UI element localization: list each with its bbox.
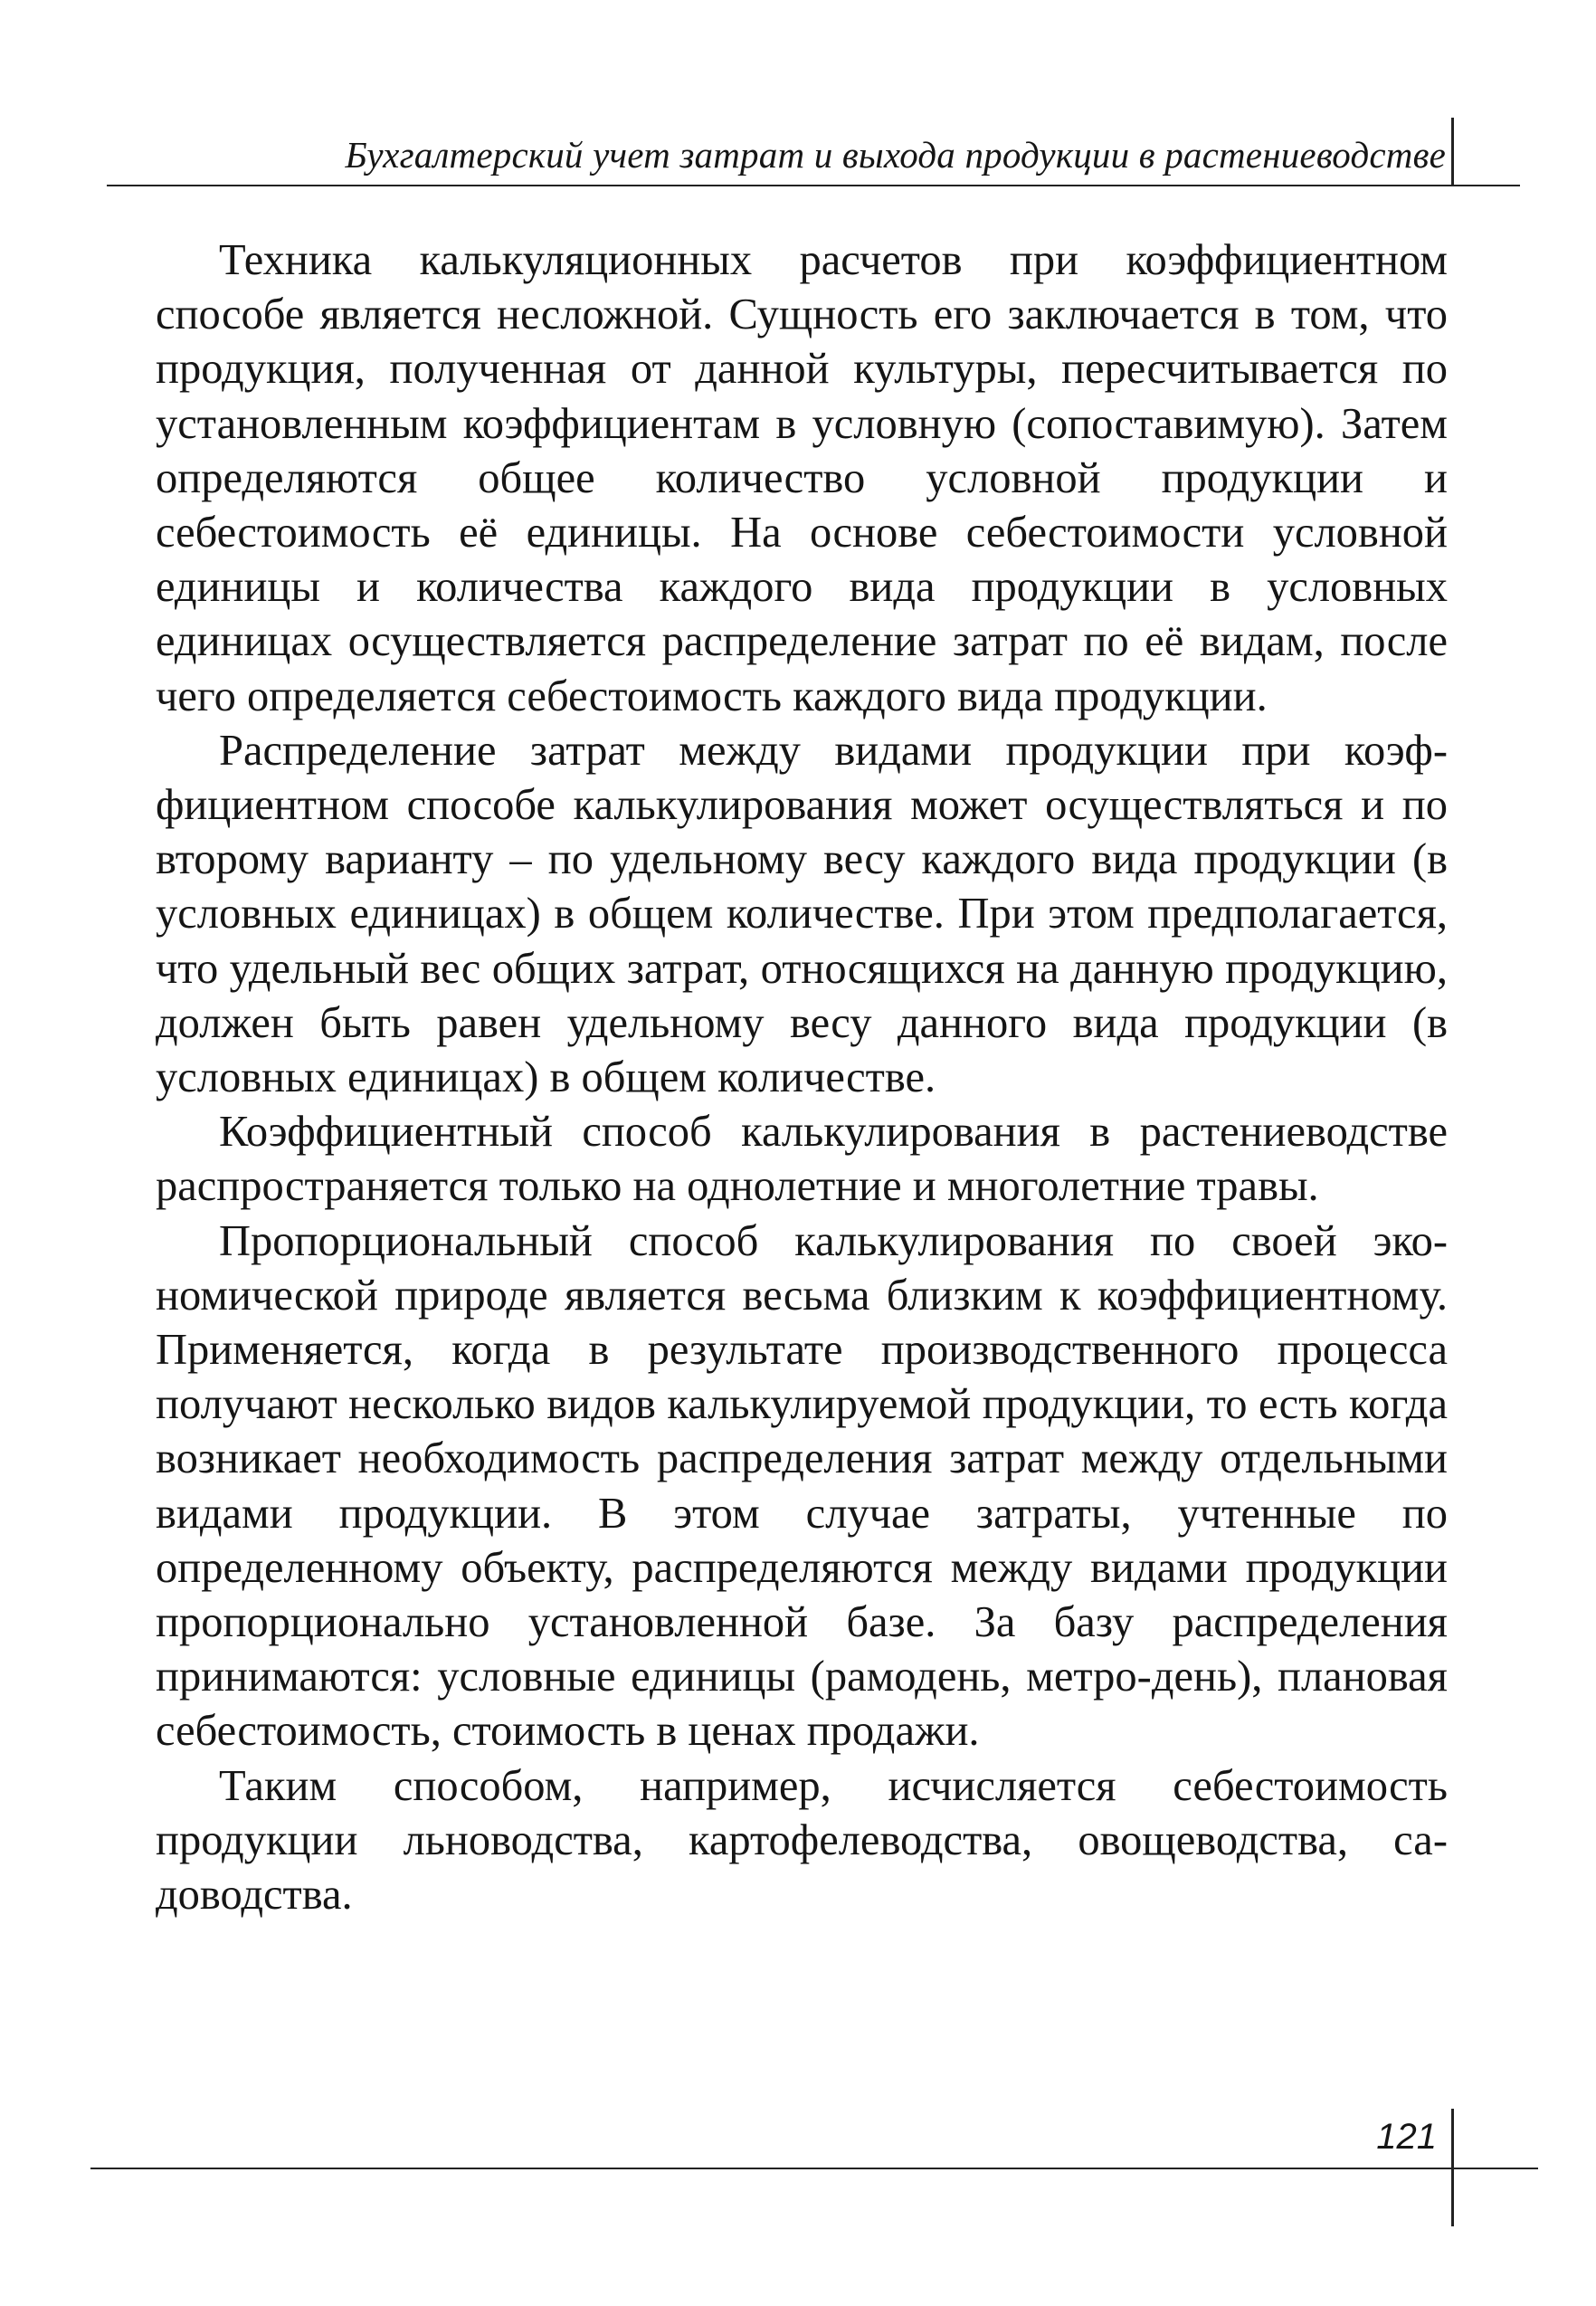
footer-rule (90, 2168, 1538, 2169)
header-rule (107, 185, 1520, 186)
running-header-title: Бухгалтерский учет затрат и выхода продукции в растениеводстве (345, 134, 1446, 176)
page-body (156, 233, 1448, 1922)
paragraph-coefficient-scope: Коэффициентный способ калькулирования в растениеводстве распространяется только на однолетние и многолетние травы. (156, 1108, 1448, 1211)
page-number: 121 (1376, 2117, 1437, 2157)
paragraph-cost-distribution: Распределение затрат между видами продукции при коэффициентном способе калькулирования может осуществляться и по второму варианту – по удельному весу каждого вида продукции (в условных единицах) в общем количестве. При этом предполагается, что удельный вес общих затрат, относящихся на данную продукцию, должен быть равен удельному весу данного вида продукции (в условных единицах) в общем количестве. (156, 726, 1448, 1102)
paragraph-proportional-method: Пропорциональный способ калькулирования по своей экономической природе является весьма близким к коэффициентному. Применяется, когда в результате производственного процесса получают несколько видов калькулируемой продукции, то есть когда возникает необходимость распределения затрат между отдельными видами продукции. В этом случае затраты, учтенные по определенному объекту, распределяются между видами продукции пропорционально установленной базе. За базу распределения принимаются: условные единицы (рамодень, метро-день), плановая себестоимость, стоимость в ценах продажи. (156, 1216, 1448, 1756)
header-vertical-rule (1451, 118, 1454, 185)
paragraph-examples: Таким способом, например, исчисляется себестоимость продукции льноводства, картофелеводства, овощеводства, садоводства. (156, 1761, 1448, 1920)
paragraph-coefficient-technique: Техника калькуляционных расчетов при коэффициентном способе является несложной. Сущность его заключается в том, что продукция, полученная от данной культуры, пересчитывается по установленным коэффициентам в условную (сопоставимую). Затем определяются общее количество условной продукции и себестоимость её единицы. На основе себестоимости условной единицы и количества каждого вида продукции в условных единицах осуществляется распределение затрат по её видам, после чего определяется себестоимость каждого вида продукции. (156, 236, 1448, 720)
